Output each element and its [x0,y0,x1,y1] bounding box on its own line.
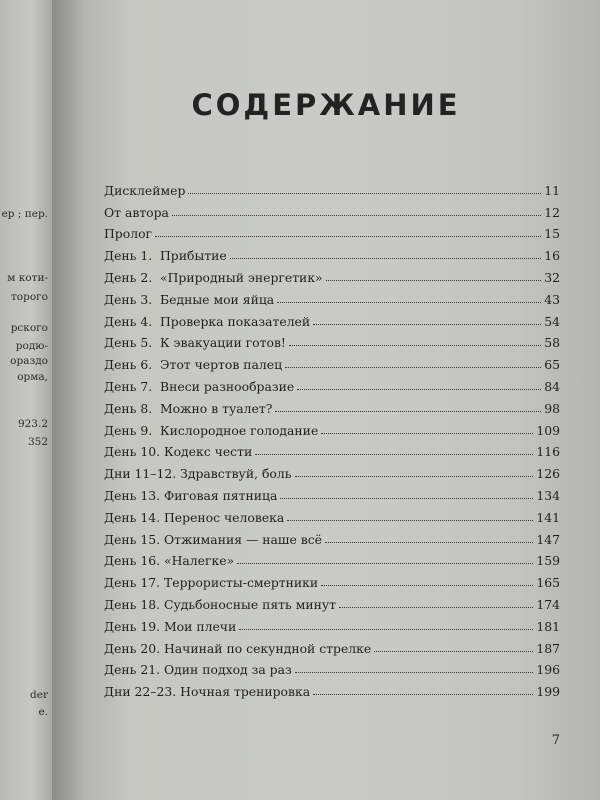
toc-entry [104,416,560,438]
dot-leader [287,520,533,521]
toc-page-number: 11 [544,182,560,198]
toc-page-number: 43 [544,291,560,307]
toc-entry-text: День 14. Перенос человека [104,509,285,525]
left-page-fragment: м коти- [7,272,48,284]
toc-page-number: 196 [536,662,560,678]
toc-entry-title [104,292,274,307]
toc-entry-title [104,205,169,220]
toc-entry [104,590,560,612]
toc-entry [104,307,560,329]
dot-leader [172,215,541,216]
dot-leader [280,498,533,499]
toc-entry-title [104,183,185,198]
toc-entry-text: День 21. Один подход за раз [104,662,292,678]
toc-entry-title [104,466,292,481]
left-page-fragment: ер ; пер. [1,208,48,220]
toc-entry [104,438,560,460]
toc-entry-title [104,488,277,503]
toc-entry-title [104,662,292,677]
dot-leader [277,302,541,303]
dot-leader [297,389,541,390]
toc-entry-text: От автора [104,204,169,220]
toc-entry-text: Можно в туалет? [160,400,273,416]
toc-entry-text: Дни 22–23. Ночная тренировка [104,684,311,700]
toc-page-number: 116 [536,444,560,460]
previous-page-edge [0,0,52,800]
toc-entry-title [104,641,371,656]
left-page-fragment: рского [10,322,48,334]
toc-entry-text: Бедные мои яйца [160,291,275,307]
toc-page-number: 147 [536,531,560,547]
toc-entry-text: К эвакуации готов! [160,335,286,351]
toc-entry-title [104,619,236,634]
toc-entry-day: День 2. [104,269,153,285]
toc-page-number: 98 [544,400,560,416]
dot-leader [313,694,533,695]
toc-entry [104,394,560,416]
toc-entry-title [104,684,310,699]
toc-entry-title [104,510,284,525]
toc-entry [104,459,560,481]
book-page [52,0,600,800]
toc-entry-text: День 13. Фиговая пятница [104,487,278,503]
toc-entry-day: День 6. [104,357,153,373]
toc-page-number: 58 [544,335,560,351]
toc-entry-day: День 3. [104,291,153,307]
toc-entry-day: День 4. [104,313,153,329]
toc-entry-text: День 19. Мои плечи [104,618,237,634]
toc-page-number: 15 [544,226,560,242]
toc-entry-title [104,575,318,590]
page-title: СОДЕРЖАНИЕ [191,88,461,122]
left-page-fragment: орма, [17,371,48,383]
dot-leader [325,542,533,543]
dot-leader [321,585,533,586]
toc-entry-title [104,532,322,547]
toc-page-number: 126 [536,466,560,482]
toc-entry-title [104,248,227,263]
toc-page-number: 84 [544,378,560,394]
toc-entry-text: Проверка показателей [160,313,311,329]
toc-entry [104,568,560,590]
toc-entry [104,656,560,678]
table-of-contents [104,176,560,699]
toc-entry-text: День 18. Судьбоносные пять минут [104,596,337,612]
toc-entry [104,176,560,198]
toc-entry-title [104,357,282,372]
toc-entry-text: День 16. «Налегке» [104,553,235,569]
dot-leader [275,411,541,412]
toc-entry [104,198,560,220]
dot-leader [188,193,541,194]
toc-entry [104,547,560,569]
toc-page-number: 12 [544,204,560,220]
toc-entry [104,263,560,285]
toc-entry-title [104,423,318,438]
toc-entry [104,241,560,263]
dot-leader [230,258,541,259]
toc-entry [104,677,560,699]
toc-entry [104,612,560,634]
toc-entry-day: День 7. [104,378,153,394]
toc-page-number: 159 [536,553,560,569]
toc-entry-text: День 20. Начинай по секундной стрелке [104,640,372,656]
toc-page-number: 54 [544,313,560,329]
dot-leader [155,236,541,237]
dot-leader [339,607,533,608]
left-page-fragment: ораздо [10,355,48,367]
toc-entry-title [104,314,310,329]
toc-entry-title [104,270,323,285]
dot-leader [295,672,534,673]
toc-page-number: 65 [544,357,560,373]
toc-entry-title [104,379,294,394]
toc-page-number: 32 [544,269,560,285]
toc-entry-title [104,597,336,612]
page-number: 7 [551,733,560,748]
toc-entry-day: День 1. [104,248,153,264]
toc-entry [104,329,560,351]
toc-entry-text: Этот чертов палец [160,357,283,373]
toc-page-number: 174 [536,596,560,612]
toc-entry-day: День 9. [104,422,153,438]
toc-entry [104,220,560,242]
toc-page-number: 134 [536,487,560,503]
toc-entry-text: Дисклеймер [104,182,186,198]
toc-page-number: 109 [536,422,560,438]
toc-entry-text: День 17. Террористы-смертники [104,575,319,591]
toc-entry-text: Прибытие [160,248,227,264]
dot-leader [321,433,533,434]
toc-page-number: 181 [536,618,560,634]
toc-page-number: 141 [536,509,560,525]
toc-entry-text: «Природный энергетик» [160,269,323,285]
toc-entry-text: Пролог [104,226,153,242]
dot-leader [285,367,541,368]
toc-entry [104,481,560,503]
toc-page-number: 187 [536,640,560,656]
toc-entry [104,350,560,372]
dot-leader [255,454,533,455]
toc-entry-title [104,335,286,350]
toc-entry-text: Внеси разнообразие [160,378,295,394]
left-page-fragment: торого [11,291,48,303]
toc-entry-title [104,444,252,459]
toc-entry-text: День 15. Отжимания — наше всё [104,531,322,547]
toc-entry-text: Кислородное голодание [160,422,319,438]
left-page-fragment: e. [38,706,48,718]
toc-entry-title [104,401,272,416]
toc-entry [104,372,560,394]
toc-page-number: 199 [536,684,560,700]
toc-entry-day: День 8. [104,400,153,416]
toc-entry [104,525,560,547]
left-page-fragment: der [30,689,48,701]
toc-entry-title [104,553,234,568]
dot-leader [239,629,533,630]
toc-entry-text: Дни 11–12. Здравствуй, боль [104,466,292,482]
dot-leader [374,651,533,652]
toc-entry-day: День 5. [104,335,153,351]
toc-page-number: 165 [536,575,560,591]
toc-entry [104,634,560,656]
toc-entry [104,503,560,525]
dot-leader [237,563,533,564]
dot-leader [289,345,541,346]
toc-entry-text: День 10. Кодекс чести [104,444,253,460]
dot-leader [326,280,542,281]
dot-leader [295,476,534,477]
toc-page-number: 16 [544,248,560,264]
left-page-fragment: 923.2 [17,418,48,430]
left-page-fragment: родю- [15,340,48,352]
toc-entry-title [104,226,152,241]
dot-leader [313,324,541,325]
left-page-fragment: 352 [27,436,48,448]
toc-entry [104,285,560,307]
